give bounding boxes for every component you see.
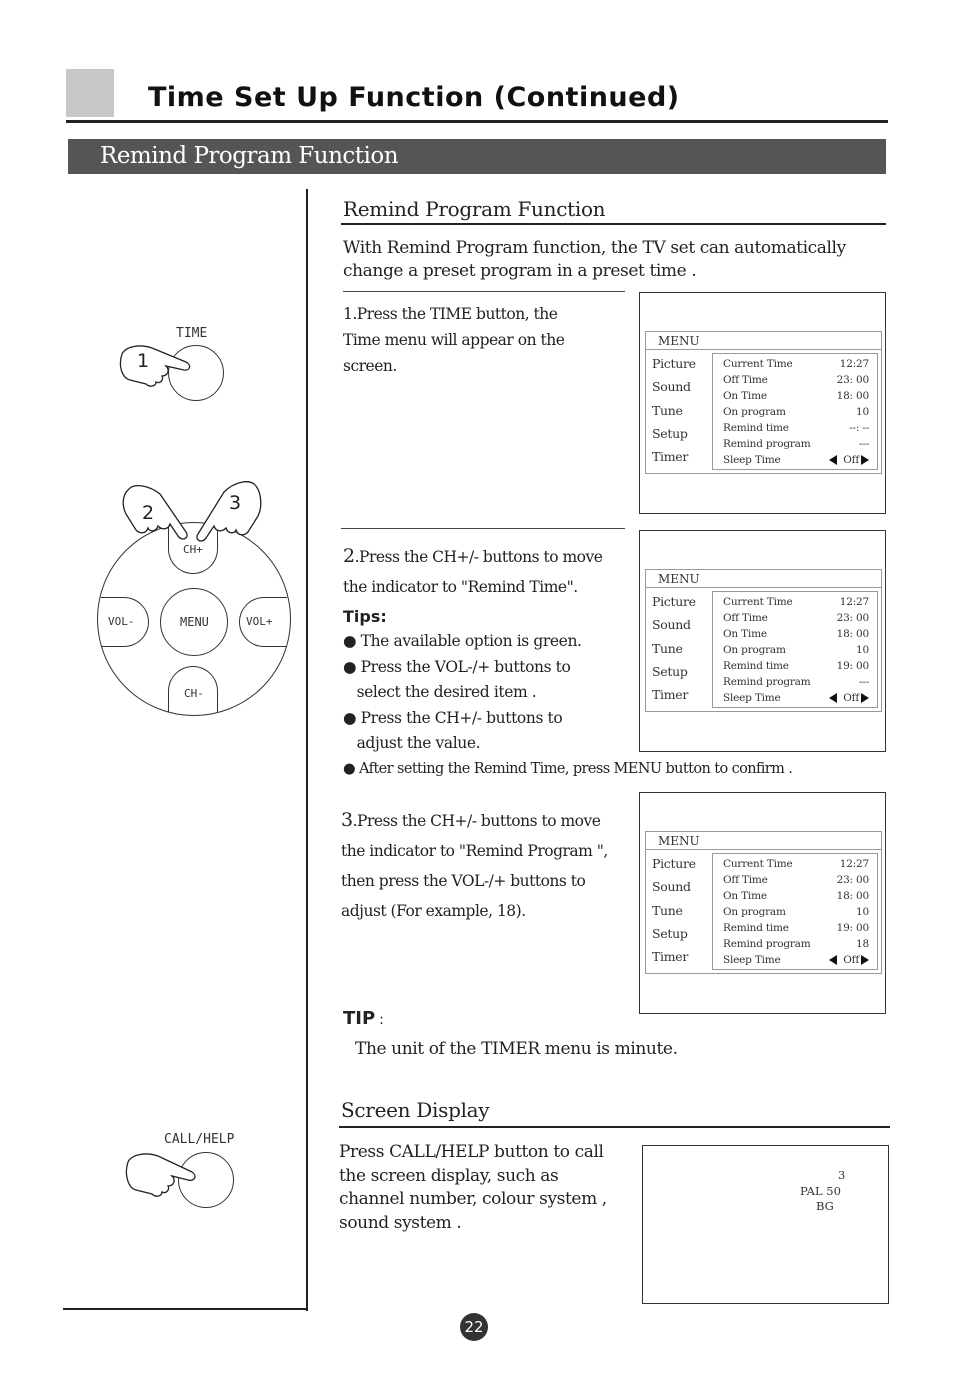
menu-item-sound[interactable]: Sound bbox=[652, 879, 691, 895]
osd-info: 3 PAL 50 BG bbox=[800, 1168, 846, 1213]
row-remind-time[interactable]: Remind time 19: 00 bbox=[723, 922, 869, 934]
row-on-program[interactable]: On program 10 bbox=[723, 906, 869, 918]
step3-text: 3.Press the CH+/- buttons to move the indicator to "Remind Program ", then press the VOL-/+ buttons to adjust (For example, 18). bbox=[341, 809, 608, 920]
menu-item-tune[interactable]: Tune bbox=[652, 902, 683, 918]
step-badge-2: 2 bbox=[142, 502, 155, 524]
page-number: 22 bbox=[460, 1313, 488, 1341]
tip-text: The unit of the TIMER menu is minute. bbox=[355, 1039, 678, 1059]
menu-body bbox=[645, 349, 882, 474]
menu-item-picture[interactable]: Picture bbox=[652, 856, 696, 871]
timer-menu-screen-3 bbox=[639, 792, 886, 1014]
menu-item-timer[interactable]: Timer bbox=[652, 949, 689, 965]
menu-item-setup[interactable]: Setup bbox=[652, 663, 688, 679]
menu-item-sound[interactable]: Sound bbox=[652, 617, 691, 633]
menu-header: MENU bbox=[645, 331, 882, 349]
menu-button-label: MENU bbox=[180, 615, 209, 629]
menu-item-setup[interactable]: Setup bbox=[652, 925, 688, 941]
menu-item-tune[interactable]: Tune bbox=[652, 402, 683, 418]
remind-section-rule bbox=[341, 223, 886, 225]
row-remind-program[interactable]: Remind program 18 bbox=[723, 938, 869, 950]
menu-item-setup[interactable]: Setup bbox=[652, 425, 688, 441]
step1-rule bbox=[343, 291, 625, 292]
row-remind-program[interactable]: Remind program --- bbox=[723, 676, 869, 688]
tip-heading: TIP : bbox=[343, 1008, 384, 1029]
row-sleep-time[interactable]: Sleep Time Off bbox=[713, 952, 877, 968]
row-remind-program[interactable]: Remind program --- bbox=[723, 438, 869, 450]
pointing-hand-icon bbox=[116, 340, 206, 390]
row-on-time[interactable]: On Time 18: 00 bbox=[723, 890, 869, 902]
row-remind-time[interactable]: Remind time 19: 00 bbox=[723, 660, 869, 672]
menu-item-timer[interactable]: Timer bbox=[652, 687, 689, 703]
step-badge-3: 3 bbox=[229, 492, 242, 514]
page-title: Time Set Up Function (Continued) bbox=[148, 82, 680, 113]
row-off-time[interactable]: Off Time 23: 00 bbox=[723, 374, 869, 386]
timer-submenu bbox=[712, 853, 878, 970]
section-band-title: Remind Program Function bbox=[100, 143, 399, 169]
screen-display-text: Press CALL/HELP button to call the screen display, such as channel number, colour system , sound system . bbox=[339, 1142, 607, 1233]
tips-list: ● The available option is green. ● Press the VOL-/+ buttons to select the desired item . ● Press the CH+/- buttons to adjust the value. ● After setting the Remind Time, press MENU button to confirm . bbox=[343, 632, 793, 777]
row-on-program[interactable]: On program 10 bbox=[723, 406, 869, 418]
menu-item-timer[interactable]: Timer bbox=[652, 449, 689, 465]
menu-header: MENU bbox=[645, 569, 882, 587]
ch-minus-label: CH- bbox=[184, 687, 204, 700]
step2-rule bbox=[341, 528, 625, 529]
remind-section-title: Remind Program Function bbox=[343, 197, 606, 221]
column-divider bbox=[306, 189, 308, 1311]
row-sleep-time[interactable]: Sleep Time Off bbox=[713, 690, 877, 706]
arrow-right-icon bbox=[861, 693, 869, 703]
row-sleep-time[interactable]: Sleep Time Off bbox=[713, 452, 877, 468]
menu-body bbox=[645, 587, 882, 712]
row-current-time[interactable]: Current Time 12:27 bbox=[723, 596, 869, 608]
menu-header: MENU bbox=[645, 831, 882, 849]
timer-menu-screen-1 bbox=[639, 292, 886, 514]
menu-item-sound[interactable]: Sound bbox=[652, 379, 691, 395]
arrow-right-icon bbox=[861, 455, 869, 465]
remind-intro: With Remind Program function, the TV set can automatically change a preset program in a preset time . bbox=[343, 238, 846, 281]
header-rule bbox=[66, 120, 888, 123]
step1-text: 1.Press the TIME button, the Time menu will appear on the screen. bbox=[343, 305, 565, 375]
arrow-left-icon bbox=[829, 693, 837, 703]
time-button-label: TIME bbox=[176, 326, 208, 341]
row-on-time[interactable]: On Time 18: 00 bbox=[723, 390, 869, 402]
tips-heading: Tips: bbox=[343, 607, 387, 626]
step2-text: 2.Press the CH+/- buttons to move the indicator to "Remind Time". bbox=[343, 545, 603, 596]
timer-submenu bbox=[712, 591, 878, 708]
row-off-time[interactable]: Off Time 23: 00 bbox=[723, 874, 869, 886]
row-current-time[interactable]: Current Time 12:27 bbox=[723, 858, 869, 870]
row-current-time[interactable]: Current Time 12:27 bbox=[723, 358, 869, 370]
row-remind-time[interactable]: Remind time --: -- bbox=[723, 422, 869, 434]
row-on-time[interactable]: On Time 18: 00 bbox=[723, 628, 869, 640]
osd-screen bbox=[642, 1145, 889, 1304]
timer-submenu bbox=[712, 353, 878, 470]
menu-body bbox=[645, 849, 882, 974]
menu-item-picture[interactable]: Picture bbox=[652, 594, 696, 609]
menu-item-picture[interactable]: Picture bbox=[652, 356, 696, 371]
screen-display-title: Screen Display bbox=[341, 1098, 490, 1122]
vol-plus-label: VOL+ bbox=[246, 615, 273, 628]
header-block bbox=[66, 69, 114, 117]
step-badge-1: 1 bbox=[137, 350, 150, 372]
arrow-right-icon bbox=[861, 955, 869, 965]
screen-display-rule bbox=[339, 1126, 890, 1128]
timer-menu-screen-2 bbox=[639, 530, 886, 752]
row-on-program[interactable]: On program 10 bbox=[723, 644, 869, 656]
row-off-time[interactable]: Off Time 23: 00 bbox=[723, 612, 869, 624]
call-help-label: CALL/HELP bbox=[164, 1132, 235, 1147]
ch-plus-label: CH+ bbox=[183, 543, 203, 556]
column-bottom-rule bbox=[63, 1308, 308, 1310]
arrow-left-icon bbox=[829, 955, 837, 965]
menu-item-tune[interactable]: Tune bbox=[652, 640, 683, 656]
arrow-left-icon bbox=[829, 455, 837, 465]
pointing-hand-icon bbox=[122, 1150, 212, 1200]
vol-minus-label: VOL- bbox=[108, 615, 135, 628]
